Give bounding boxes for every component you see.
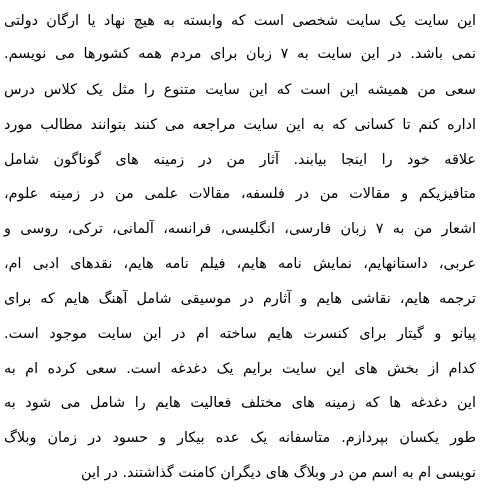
text-line-10: پیانو و گیتار برای کنسرت هایم ساخته ام در این سایت موجود است. [4, 326, 476, 342]
text-line-14: نویسی ام به اسم من در وبلاگ های دیگران کامنت گذاشتند. در این [81, 465, 476, 481]
text-line-12: این دغدغه ها که زمینه های مختلف فعالیت هایم را شامل می شود به [4, 395, 476, 411]
text-line-8: عربی، داستانهایم، نمایش نامه هایم، فیلم نامه هایم، نقدهای ادبی ام، [4, 256, 476, 272]
document-body [4, 4, 476, 496]
text-line-6: متافیزیکم و مقالات من در فلسفه، مقالات علمی من در زمینه علوم، [4, 186, 476, 202]
text-line-7: اشعار من به ۷ زبان فارسی، انگلیسی، فرانسه، آلمانی، ترکی، روسی و [4, 221, 476, 237]
text-line-9: ترجمه هایم، نقاشی هایم و آثارم در موسیقی شامل آهنگ هایم که برای [4, 291, 476, 307]
text-line-5: علاقه خود را اینجا بیابند. آثار من در زمینه های گوناگون شامل [4, 152, 476, 168]
text-line-3: سعی من همیشه این است که این سایت متنوع را مثل یک کلاس درس [4, 82, 476, 98]
text-line-4: اداره کنم تا کسانی که به این سایت مراجعه می کنند بتوانند مطالب مورد [4, 117, 476, 133]
text-line-1: این سایت یک سایت شخصی است که وابسته به هیچ نهاد یا ارگان دولتی [4, 13, 476, 29]
text-line-13: طور یکسان بپردازم. متاسفانه یک عده بیکار و حسود در زمان وبلاگ [4, 430, 476, 446]
text-line-11: کدام از بخش های این سایت برایم یک دغدغه است. سعی کرده ام به [4, 361, 476, 377]
text-line-2: نمی باشد. در این سایت به ۷ زبان برای مردم همه کشورها می نویسم. [4, 46, 476, 62]
